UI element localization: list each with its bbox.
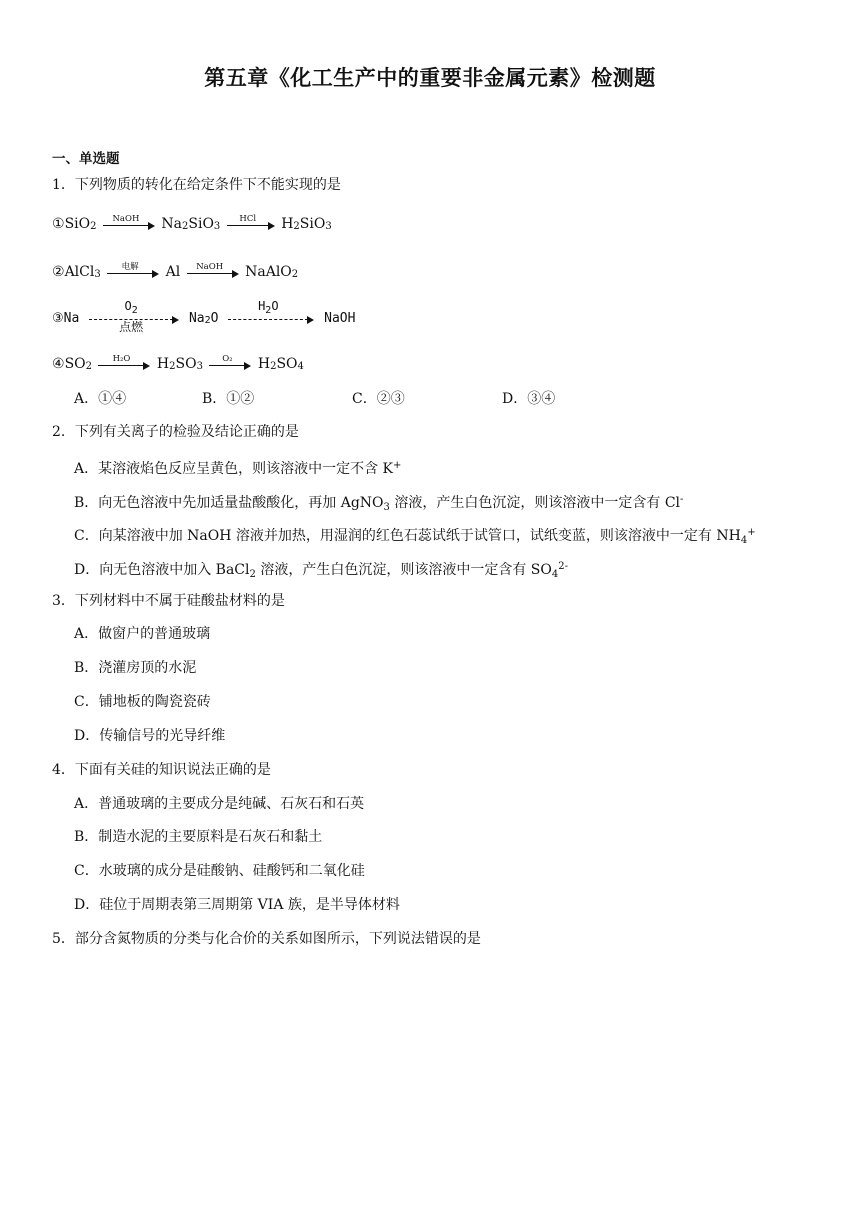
choice-b[interactable]: B．①②	[202, 391, 255, 407]
page-title: 第五章《化工生产中的重要非金属元素》检测题	[204, 66, 656, 90]
choice-c[interactable]: C．②③	[352, 391, 405, 407]
section-heading: 一、单选题	[52, 151, 120, 167]
reaction-arrow: 电解	[107, 258, 159, 280]
reaction-3: ③Na $O_2$ 点燃 $Na_2O$ $H_2O$ NaOH	[52, 299, 356, 334]
reaction-arrow: NaOH	[187, 258, 239, 280]
question-4-option-a[interactable]: A．普通玻璃的主要成分是纯碱、石灰石和石英	[74, 796, 365, 812]
question-2-option-b[interactable]: B．向无色溶液中先加适量盐酸酸化，再加 AgNO$_3$ 溶液，产生白色沉淀，则该溶液中一定含有 Cl-	[74, 494, 684, 513]
reaction-number: ①	[52, 216, 65, 232]
question-2-option-d[interactable]: D．向无色溶液中加入 BaCl$_2$ 溶液，产生白色沉淀，则该溶液中一定含有 $SO_4^{2-}$	[74, 561, 568, 580]
reaction-2: ②AlCl$_3$ 电解 Al NaOH NaAlO$_2$	[52, 258, 298, 282]
question-4-option-b[interactable]: B．制造水泥的主要原料是石灰石和黏土	[74, 829, 323, 845]
question-2-option-c[interactable]: C．向某溶液中加 NaOH 溶液并加热，用湿润的红色石蕊试纸于试管口，试纸变蓝，则该溶液中一定有 $NH_4^+$	[74, 527, 756, 546]
reaction-number: ④	[52, 356, 65, 372]
question-3-stem: 3．下列材料中不属于硅酸盐材料的是	[52, 593, 285, 609]
reaction-arrow: H₂O	[98, 350, 150, 372]
question-3-option-b[interactable]: B．浇灌房顶的水泥	[74, 660, 197, 676]
question-4-option-d[interactable]: D．硅位于周期表第三周期第 VIA 族，是半导体材料	[74, 897, 400, 913]
reaction-arrow: $H_2O$	[228, 304, 314, 326]
reaction-arrow: NaOH	[103, 210, 155, 232]
reaction-arrow: HCl	[227, 210, 275, 232]
question-4-stem: 4．下面有关硅的知识说法正确的是	[52, 762, 271, 778]
question-4-option-c[interactable]: C．水玻璃的成分是硅酸钠、硅酸钙和二氧化硅	[74, 863, 365, 879]
question-3-option-d[interactable]: D．传输信号的光导纤维	[74, 728, 226, 744]
question-2-stem: 2．下列有关离子的检验及结论正确的是	[52, 424, 299, 440]
reaction-arrow: $O_2$ 点燃	[89, 304, 179, 326]
reaction-1: ①SiO$_2$ NaOH $Na_2SiO_3$ HCl $H_2SiO_3$	[52, 210, 332, 234]
reaction-arrow: O₂	[209, 350, 251, 372]
reaction-number: ③	[52, 311, 64, 326]
choice-a[interactable]: A．①④	[74, 391, 127, 407]
question-2-option-a[interactable]: A．某溶液焰色反应呈黄色，则该溶液中一定不含 K+	[74, 460, 402, 477]
question-3-option-c[interactable]: C．铺地板的陶瓷瓷砖	[74, 694, 211, 710]
reaction-4: $④SO_2$ H₂O $H_2SO_3$ O₂ $H_2SO_4$	[52, 350, 304, 374]
question-5-stem: 5．部分含氮物质的分类与化合价的关系如图所示，下列说法错误的是	[52, 931, 481, 947]
reaction-number: ②	[52, 264, 65, 280]
question-1-stem: 1．下列物质的转化在给定条件下不能实现的是	[52, 177, 341, 193]
choice-d[interactable]: D．③④	[502, 391, 556, 407]
question-3-option-a[interactable]: A．做窗户的普通玻璃	[74, 626, 211, 642]
